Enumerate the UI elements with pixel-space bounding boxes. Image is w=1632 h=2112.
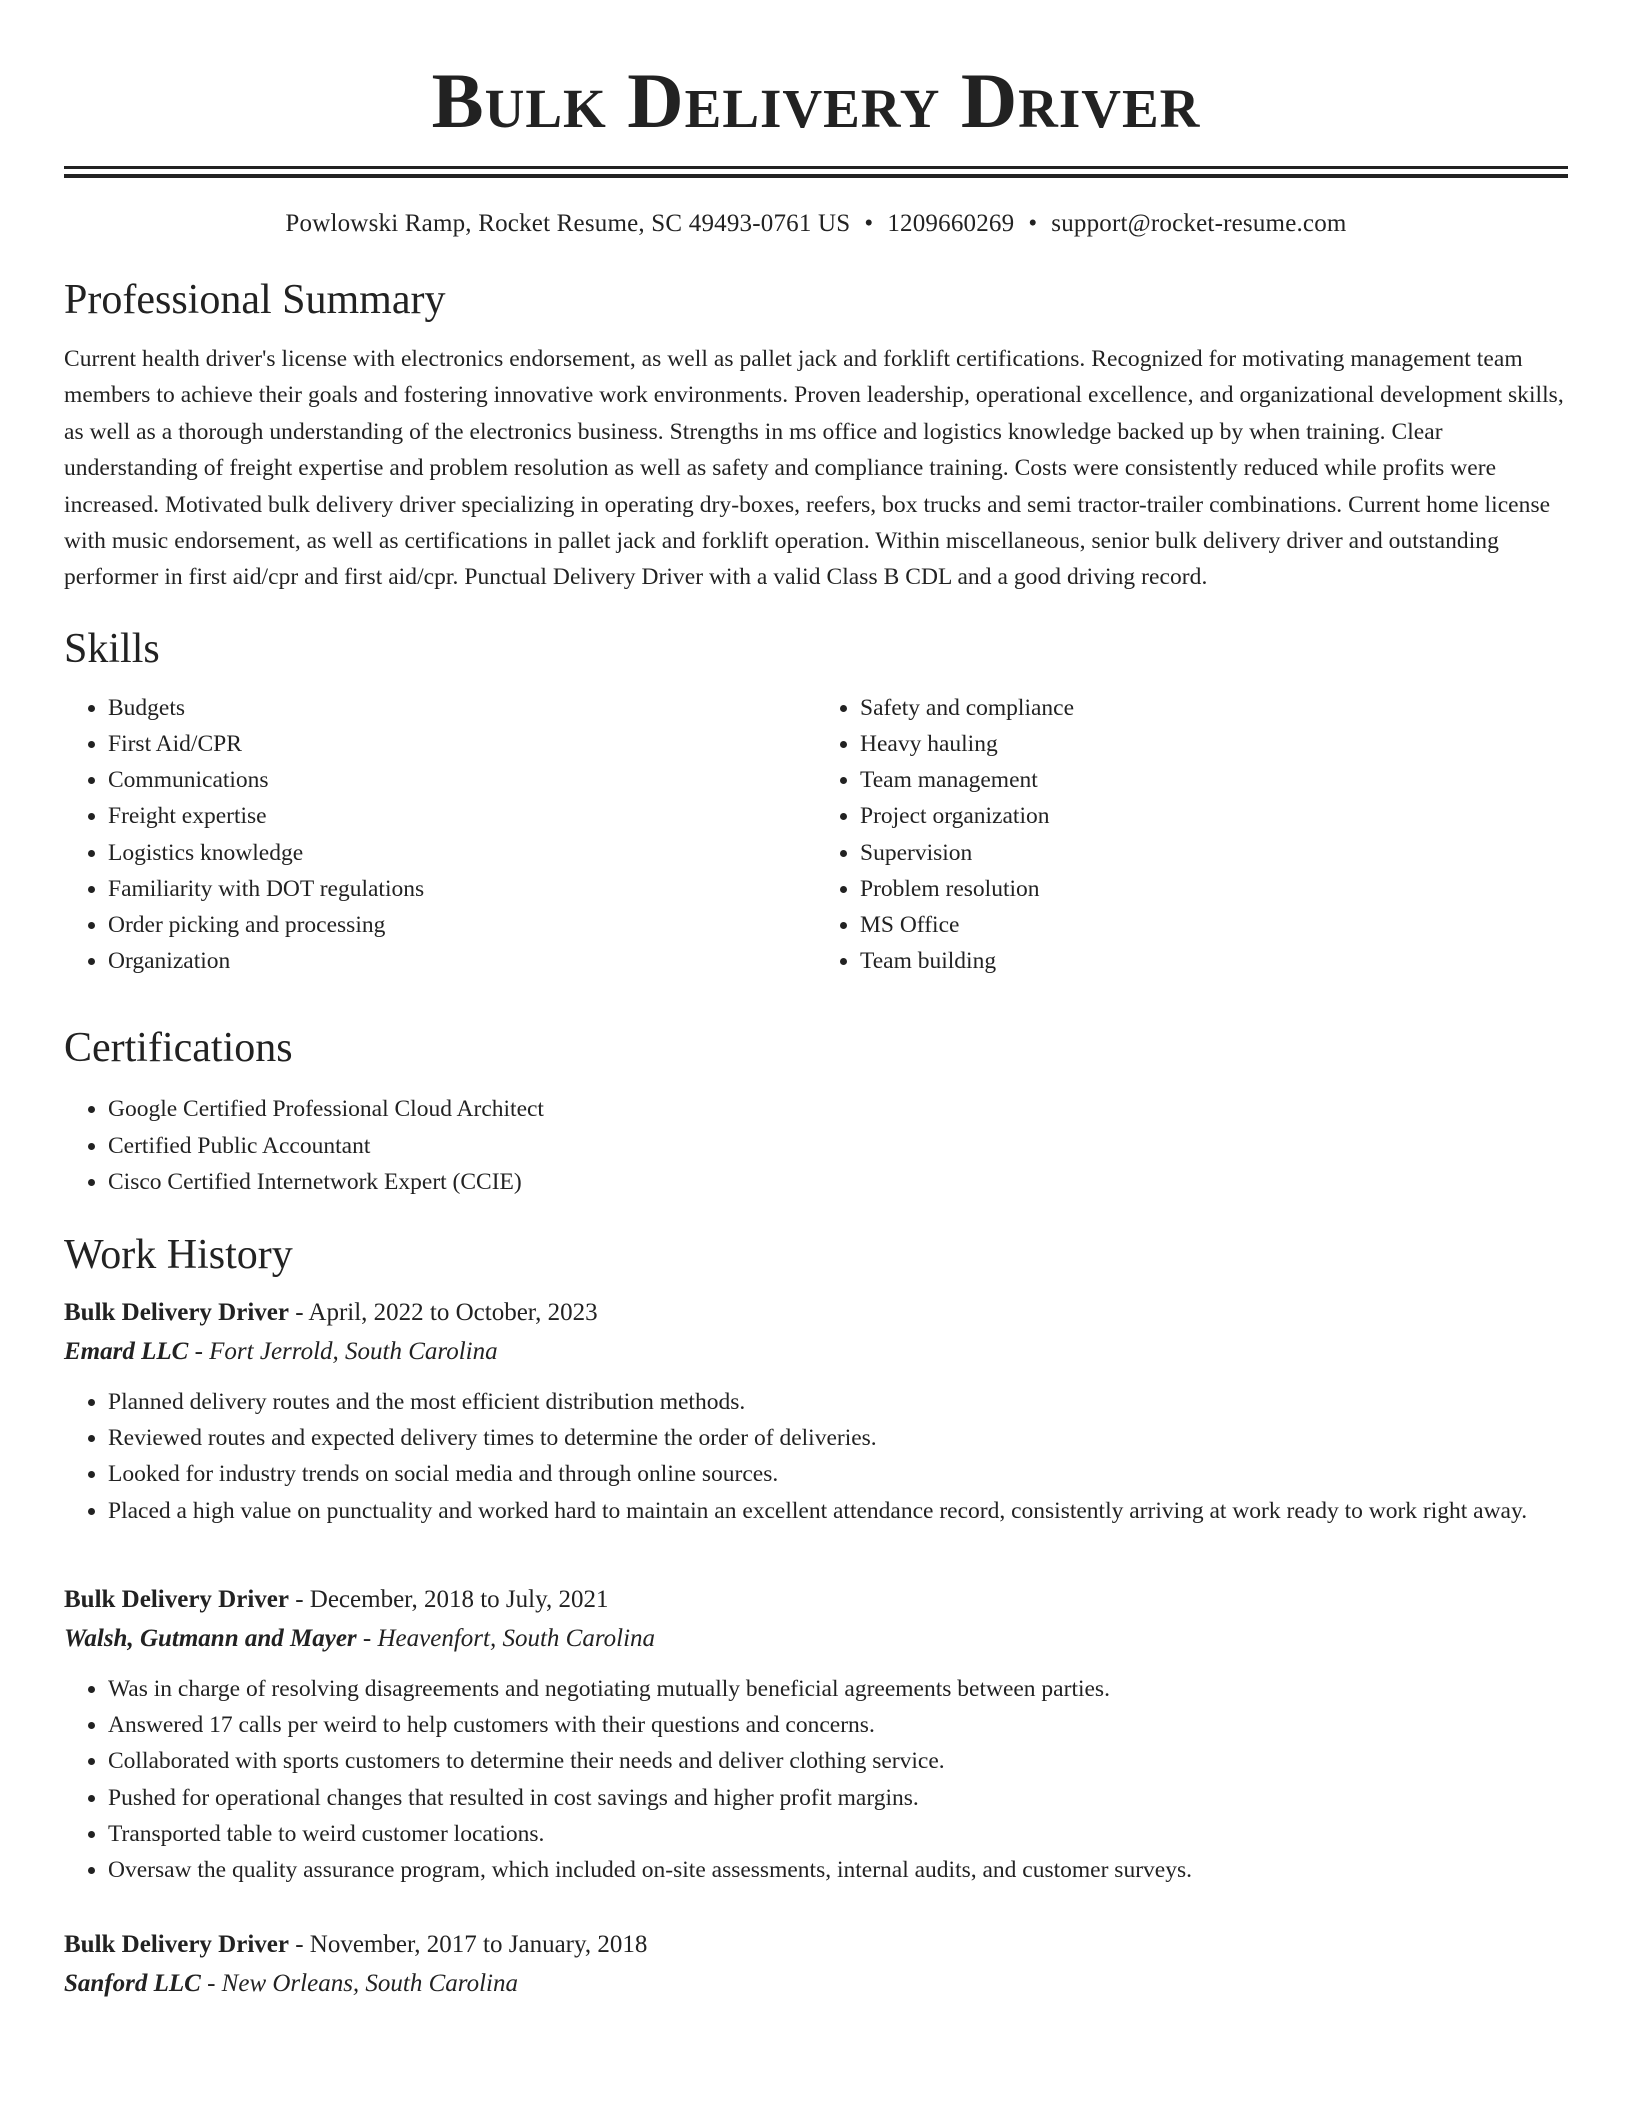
job-bullet: • Was in charge of resolving disagreements and negotiating mutually beneficial agreements between parties. (108, 1671, 1568, 1707)
skill-item: • First Aid/CPR (108, 726, 816, 762)
certification-item: • Certified Public Accountant (108, 1128, 1568, 1164)
certification-item: • Cisco Certified Internetwork Expert (CCIE) (108, 1164, 1568, 1200)
job-location: - New Orleans, South Carolina (200, 1970, 518, 1998)
skill-item: • Problem resolution (860, 871, 1568, 907)
job-role: Bulk Delivery Driver (64, 1585, 289, 1613)
skill-item: • Safety and compliance (860, 690, 1568, 726)
title-rule-thick (64, 166, 1568, 169)
job-bullet: • Oversaw the quality assurance program, which included on-site assessments, internal audits, and customer surveys. (108, 1852, 1568, 1888)
resume-page (64, 0, 1568, 2004)
job-entry (64, 1581, 1568, 1888)
certifications-list (64, 1091, 1568, 1200)
job-bullet: • Looked for industry trends on social media and through online sources. (108, 1456, 1568, 1492)
job-company-line (64, 1619, 1568, 1659)
contact-phone: 1209660269 (887, 210, 1015, 237)
job-title-line (64, 1294, 1568, 1332)
certification-item: • Google Certified Professional Cloud Architect (108, 1091, 1568, 1127)
section-heading-work-history: Work History (64, 1232, 293, 1279)
summary-text: Current health driver's license with electronics endorsement, as well as pallet jack and forklift certifications. Recognized for motivating management team members to achieve their goals and fostering innovative work environments. Proven leadership, operational excellence, and organizational development skills, as well as a thorough understanding of the electronics business. Strengths in ms office and logistics knowledge backed up by when training. Clear understanding of freight expertise and problem resolution as well as safety and compliance training. Costs were consistently reduced while profits were increased. Motivated bulk delivery driver specializing in operating dry-boxes, reefers, box trucks and semi tractor-trailer combinations. Current home license with music endorsement, as well as certifications in pallet jack and forklift operation. Within miscellaneous, senior bulk delivery driver and outstanding performer in first aid/cpr and first aid/cpr. Punctual Delivery Driver with a valid Class B CDL and a good driving record. (64, 346, 1564, 591)
job-dates: - November, 2017 to January, 2018 (288, 1931, 648, 1959)
section-heading-summary: Professional Summary (64, 277, 446, 323)
contact-address: Powlowski Ramp, Rocket Resume, SC 49493-0761 US (285, 210, 851, 237)
skill-item: • Familiarity with DOT regulations (108, 871, 816, 907)
skills-columns (64, 690, 1568, 980)
skill-item: • Team building (860, 943, 1568, 979)
job-bullet: • Answered 17 calls per weird to help customers with their questions and concerns. (108, 1707, 1568, 1743)
job-bullets (64, 1384, 1568, 1529)
skill-item: • Organization (108, 943, 816, 979)
section-heading-certifications: Certifications (64, 1025, 293, 1072)
job-role: Bulk Delivery Driver (64, 1299, 289, 1327)
job-bullet: • Collaborated with sports customers to determine their needs and deliver clothing service. (108, 1743, 1568, 1779)
contact-line (64, 208, 1568, 240)
job-company: Sanford LLC (64, 1970, 201, 1998)
skill-item: • Team management (860, 762, 1568, 798)
job-entry (64, 1926, 1568, 2004)
job-bullet: • Reviewed routes and expected delivery times to determine the order of deliveries. (108, 1420, 1568, 1456)
contact-email: support@rocket-resume.com (1051, 210, 1347, 237)
job-company: Walsh, Gutmann and Mayer (64, 1624, 357, 1652)
skill-item: • Heavy hauling (860, 726, 1568, 762)
job-bullets (64, 1671, 1568, 1888)
skill-item: • Freight expertise (108, 798, 816, 834)
skills-list-right (816, 690, 1568, 980)
skill-item: • Order picking and processing (108, 907, 816, 943)
job-bullet: • Pushed for operational changes that resulted in cost savings and higher profit margins. (108, 1780, 1568, 1816)
job-dates: - April, 2022 to October, 2023 (288, 1299, 598, 1327)
title-rule-thin (64, 174, 1568, 178)
job-dates: - December, 2018 to July, 2021 (288, 1585, 609, 1613)
section-heading-skills: Skills (64, 625, 160, 672)
job-location: - Fort Jerrold, South Carolina (188, 1338, 498, 1366)
skill-item: • MS Office (860, 907, 1568, 943)
resume-title: Bulk Delivery Driver (431, 57, 1201, 144)
skill-item: • Budgets (108, 690, 816, 726)
contact-separator: • (864, 210, 874, 237)
skill-item: • Communications (108, 762, 816, 798)
job-bullet: • Planned delivery routes and the most efficient distribution methods. (108, 1384, 1568, 1420)
job-title-line (64, 1581, 1568, 1619)
job-bullet: • Placed a high value on punctuality and worked hard to maintain an excellent attendance record, consistently arriving at work ready to work right away. (108, 1493, 1568, 1529)
job-company: Emard LLC (64, 1338, 189, 1366)
job-location: - Heavenfort, South Carolina (356, 1624, 656, 1652)
job-role: Bulk Delivery Driver (64, 1931, 289, 1959)
skill-item: • Project organization (860, 798, 1568, 834)
job-title-line (64, 1926, 1568, 1964)
skill-item: • Supervision (860, 835, 1568, 871)
job-company-line (64, 1964, 1568, 2004)
skills-list-left (64, 690, 816, 980)
skill-item: • Logistics knowledge (108, 835, 816, 871)
job-entry (64, 1294, 1568, 1529)
job-bullet: • Transported table to weird customer locations. (108, 1816, 1568, 1852)
contact-separator: • (1028, 210, 1038, 237)
job-company-line (64, 1332, 1568, 1372)
